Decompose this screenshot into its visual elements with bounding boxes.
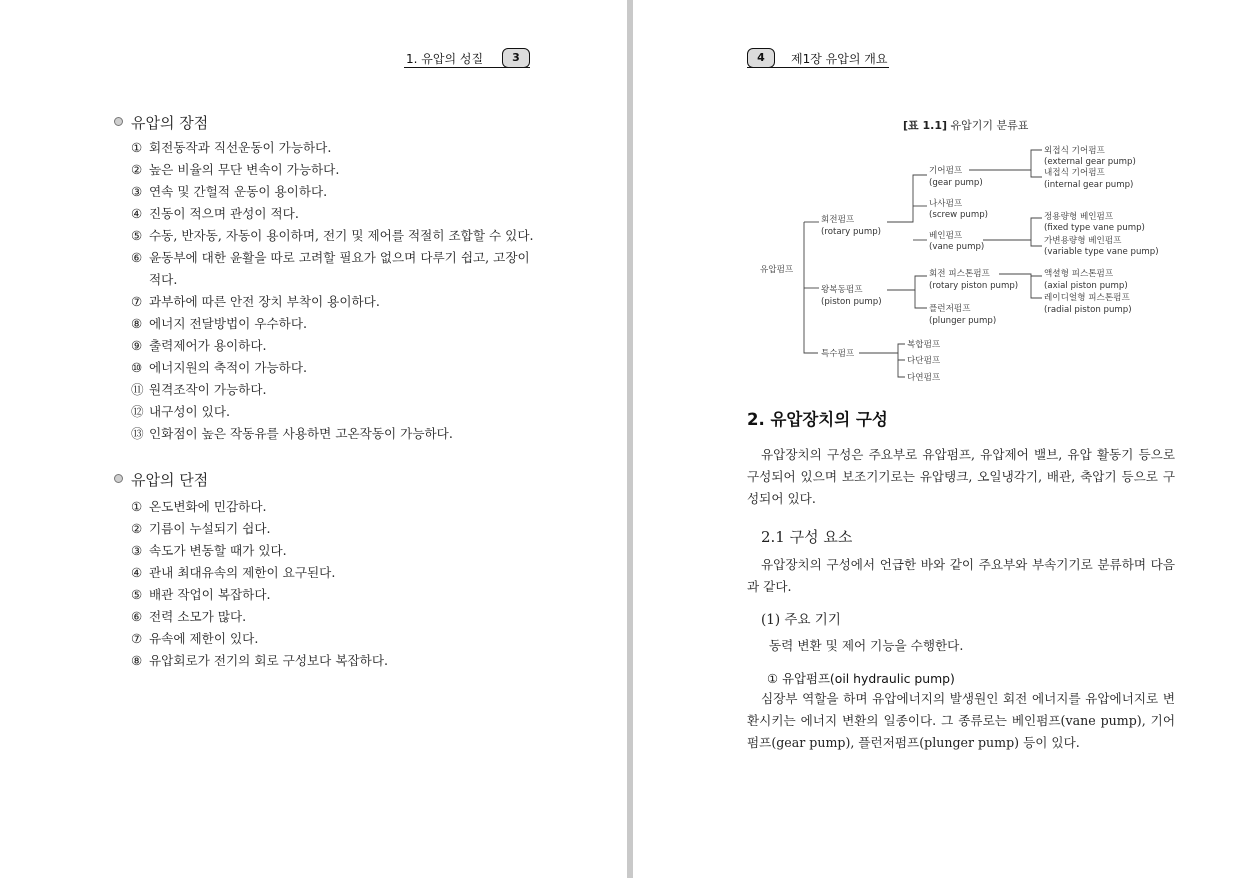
node-var-vane: 가변용량형 베인펌프 xyxy=(1044,236,1122,246)
item-text: 에너지 전달방법이 우수하다. xyxy=(149,316,307,331)
node-gear: 기어펌프 xyxy=(929,166,963,176)
node-special: 특수펌프 xyxy=(821,349,855,359)
node-rotary: 회전펌프 xyxy=(821,215,855,225)
item-number: ④ xyxy=(131,565,143,580)
node-fixed-vane: 정용량형 베인펌프 xyxy=(1044,212,1114,222)
item-number: ② xyxy=(131,521,143,536)
section-paragraph: 유압장치의 구성은 주요부로 유압펌프, 유압제어 밸브, 유압 활동기 등으로 구성되어 있으며 보조기기로는 유압탱크, 오일냉각기, 배관, 축압기 등으로 구성되어 있다. xyxy=(747,447,1175,506)
item-text: 원격조작이 가능하다. xyxy=(149,382,267,397)
item-number: ⑤ xyxy=(131,587,143,602)
list-item xyxy=(131,584,388,606)
item-number: ① xyxy=(131,499,143,514)
item-text: 과부하에 따른 안전 장치 부착이 용이하다. xyxy=(149,294,380,309)
node-radial-en: (radial piston pump) xyxy=(1044,305,1132,315)
item-text: 유압회로가 전기의 회로 구성보다 복잡하다. xyxy=(149,653,388,668)
node-rot-piston-en: (rotary piston pump) xyxy=(929,281,1019,291)
subsection-title: 2.1 구성 요소 xyxy=(761,528,853,546)
node-screw-en: (screw pump) xyxy=(929,210,989,220)
item-number: ① xyxy=(131,140,143,155)
item-text: 수동, 반자동, 자동이 용이하며, 전기 및 제어를 적절히 조합할 수 있다. xyxy=(149,228,534,243)
item-number: ⑪ xyxy=(131,382,144,397)
node-fixed-vane-en: (fixed type vane pump) xyxy=(1044,223,1145,233)
node-int-gear-en: (internal gear pump) xyxy=(1044,180,1134,190)
list-item xyxy=(131,357,534,379)
node-int-gear: 내접식 기어펌프 xyxy=(1044,168,1105,178)
list-item xyxy=(131,181,534,203)
advantages-heading: 유압의 장점 xyxy=(114,112,208,133)
item-number: ⑩ xyxy=(131,360,143,375)
item-text: 윤동부에 대한 윤활을 따로 고려할 필요가 없으며 다루기 쉽고, 고장이 xyxy=(149,250,530,265)
page-number: 4 xyxy=(747,48,775,68)
subsection-paragraph: 유압장치의 구성에서 언급한 바와 같이 주요부와 부속기기로 분류하며 다음과 같다. xyxy=(747,557,1175,594)
item-text-continued: 적다. xyxy=(149,272,178,287)
node-multistage: 다단펌프 xyxy=(907,356,941,366)
node-multiple: 다연펌프 xyxy=(907,373,941,383)
list-item xyxy=(131,159,534,181)
list-item xyxy=(131,225,534,247)
node-ext-gear: 외접식 기어펌프 xyxy=(1044,146,1105,156)
node-ext-gear-en: (external gear pump) xyxy=(1044,157,1136,167)
pump-paragraph: 심장부 역할을 하며 유압에너지의 발생원인 회전 에너지를 유압에너지로 변환시키는 에너지 변환의 일종이다. 그 종류로는 베인펌프(vane pump), 기어 펌프(gear pump), 플런저펌프(plunger pump) 등이 있다. xyxy=(747,691,1175,750)
item-text: 유속에 제한이 있다. xyxy=(149,631,259,646)
list-item xyxy=(131,423,534,445)
item-number: ⑥ xyxy=(131,609,143,624)
item-number: ⑦ xyxy=(131,294,143,309)
main-equipment-title: (1) 주요 기기 xyxy=(761,612,841,628)
item-number: ⑨ xyxy=(131,338,143,353)
circle-bullet-icon xyxy=(114,117,123,126)
item-text: 인화점이 높은 작동유를 사용하면 고온작동이 가능하다. xyxy=(149,426,453,441)
section-title: 2. 유압장치의 구성 xyxy=(747,410,888,429)
item-text: 연속 및 간헐적 운동이 용이하다. xyxy=(149,184,328,199)
list-item xyxy=(131,606,388,628)
table-caption: [표 1.1] 유압기기 분류표 xyxy=(903,119,1029,132)
list-item xyxy=(131,203,534,225)
node-plunger-en: (plunger pump) xyxy=(929,316,997,326)
list-item xyxy=(131,313,534,335)
list-item xyxy=(131,379,534,401)
circle-bullet-icon xyxy=(114,474,123,483)
node-root: 유압펌프 xyxy=(760,265,794,275)
list-item xyxy=(131,137,534,159)
advantages-list xyxy=(131,137,534,445)
item-text: 회전동작과 직선운동이 가능하다. xyxy=(149,140,332,155)
item-number: ④ xyxy=(131,206,143,221)
list-item xyxy=(131,291,534,313)
header-title: 제1장 유압의 개요 xyxy=(791,52,888,66)
item-number: ⑧ xyxy=(131,653,143,668)
node-radial: 레이디얼형 피스톤펌프 xyxy=(1044,293,1130,303)
list-item xyxy=(131,650,388,672)
node-vane: 베인펌프 xyxy=(929,231,963,241)
item-text: 기름이 누설되기 쉽다. xyxy=(149,521,271,536)
item-text: 진동이 적으며 관성이 적다. xyxy=(149,206,299,221)
list-item xyxy=(131,401,534,423)
node-axial-en: (axial piston pump) xyxy=(1044,281,1128,291)
header-title: 1. 유압의 성질 xyxy=(406,52,484,66)
item-number: ⑦ xyxy=(131,631,143,646)
right-page xyxy=(633,0,1252,878)
item-number: ⑬ xyxy=(131,426,144,441)
node-piston-en: (piston pump) xyxy=(821,297,882,307)
disadvantages-list xyxy=(131,496,388,672)
node-rot-piston: 회전 피스톤펌프 xyxy=(929,269,990,279)
list-item xyxy=(131,335,534,357)
item-number: ⑫ xyxy=(131,404,144,419)
item-text: 에너지원의 축적이 가능하다. xyxy=(149,360,307,375)
item-number: ⑥ xyxy=(131,250,143,265)
item-number: ③ xyxy=(131,184,143,199)
list-item xyxy=(131,496,388,518)
main-equipment-paragraph: 동력 변환 및 제어 기능을 수행한다. xyxy=(769,638,964,653)
item-number: ⑧ xyxy=(131,316,143,331)
item-text: 속도가 변동할 때가 있다. xyxy=(149,543,287,558)
list-item xyxy=(131,562,388,584)
item-number: ⑤ xyxy=(131,228,143,243)
node-gear-en: (gear pump) xyxy=(929,178,983,188)
node-plunger: 플런저펌프 xyxy=(929,304,971,314)
disadvantages-heading: 유압의 단점 xyxy=(114,469,208,490)
node-vane-en: (vane pump) xyxy=(929,242,985,252)
item-text: 내구성이 있다. xyxy=(149,404,230,419)
item-text: 온도변화에 민감하다. xyxy=(149,499,267,514)
item-text: 배관 작업이 복잡하다. xyxy=(149,587,271,602)
item-text: 관내 최대유속의 제한이 요구된다. xyxy=(149,565,336,580)
pump-title: ① 유압펌프(oil hydraulic pump) xyxy=(767,671,955,686)
node-axial: 액셜형 피스톤펌프 xyxy=(1044,269,1114,279)
node-var-vane-en: (variable type vane pump) xyxy=(1044,247,1159,257)
node-composite: 복합펌프 xyxy=(907,340,941,350)
list-item xyxy=(131,540,388,562)
page-number: 3 xyxy=(502,48,530,68)
node-rotary-en: (rotary pump) xyxy=(821,227,882,237)
list-item xyxy=(131,518,388,540)
node-screw: 나사펌프 xyxy=(929,199,963,209)
item-text: 전력 소모가 많다. xyxy=(149,609,247,624)
item-text: 높은 비율의 무단 변속이 가능하다. xyxy=(149,162,340,177)
list-item xyxy=(131,247,531,291)
pump-classification-diagram xyxy=(633,0,1252,395)
item-number: ③ xyxy=(131,543,143,558)
list-item xyxy=(131,628,388,650)
node-piston: 왕복동펌프 xyxy=(821,285,863,295)
running-header xyxy=(404,49,530,68)
item-text: 출력제어가 용이하다. xyxy=(149,338,267,353)
item-number: ② xyxy=(131,162,143,177)
